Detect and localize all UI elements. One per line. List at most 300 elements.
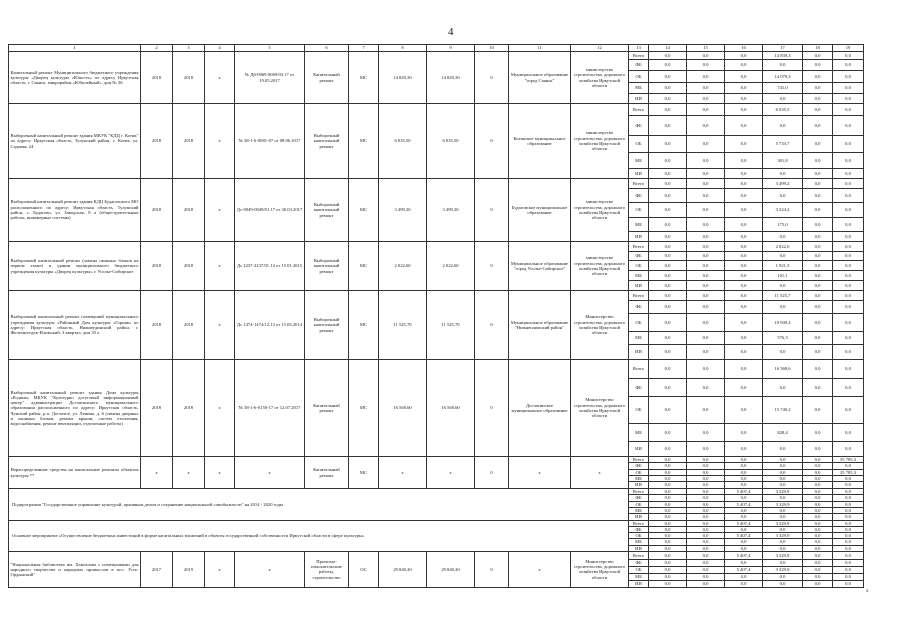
- amount-cell: 0,0: [803, 507, 833, 513]
- amount-cell: 0,0: [725, 526, 763, 532]
- fund-code: ОБ: [629, 314, 649, 332]
- fund-code: ФБ: [629, 379, 649, 397]
- capital-repair-table: [8, 44, 864, 588]
- amount-cell: 0,0: [649, 442, 687, 457]
- amount-cell: 0,0: [725, 314, 763, 332]
- amount-cell: 0,0: [649, 242, 687, 252]
- fund-code: МБ: [629, 573, 649, 580]
- main-event-title: Основное мероприятие «Осуществление бюджетных инвестиций в форме капитальных вложений в объекты государственной собственности Иркутской области в сфере культуры»: [9, 520, 629, 551]
- fund-code: Всего: [629, 489, 649, 495]
- remaining-cost: 29 840,20: [427, 551, 475, 587]
- amount-cell: 0,0: [687, 482, 725, 489]
- amount-cell: 0,0: [803, 218, 833, 232]
- amount-cell: 0,0: [649, 136, 687, 153]
- amount-cell: 0,0: [803, 169, 833, 179]
- amount-cell: 0,0: [649, 203, 687, 218]
- amount-cell: 0,0: [725, 271, 763, 281]
- amount-cell: 0,0: [833, 526, 864, 532]
- column-header-1: 1: [9, 45, 141, 52]
- amount-cell: 0,0: [687, 559, 725, 566]
- work-type: Капитальный ремонт: [305, 457, 349, 489]
- amount-cell: 0,0: [649, 463, 687, 469]
- column-10: 0: [475, 242, 509, 291]
- amount-cell: 0,0: [649, 116, 687, 136]
- column-header-17: 17: [763, 45, 803, 52]
- subprogram-title: Подпрограмма "Государственное управление культурой, архивным делом и сохранение национальной самобытности" на 2014 - 2020 годы: [9, 489, 629, 520]
- amount-cell: 0,0: [833, 475, 864, 481]
- amount-cell: 0,0: [725, 397, 763, 424]
- amount-cell: 0,0: [725, 545, 763, 551]
- object-name: "Национальная библиотека им. Хамгалова с помещениями для народного творчества и народных промыслов в пос. Усть-Ордынский": [9, 551, 141, 587]
- amount-cell: 0,0: [763, 559, 803, 566]
- amount-cell: 0,0: [803, 559, 833, 566]
- amount-cell: 0,0: [803, 271, 833, 281]
- amount-cell: 0,0: [803, 463, 833, 469]
- amount-cell: 0,0: [687, 475, 725, 481]
- amount-cell: 0,0: [803, 539, 833, 545]
- amount-cell: 0,0: [649, 514, 687, 520]
- amount-cell: 0,0: [763, 232, 803, 242]
- estimated-cost: 16 568,60: [379, 360, 427, 457]
- amount-cell: 0,0: [763, 475, 803, 481]
- amount-cell: 0,0: [803, 291, 833, 301]
- end-year: 2018: [173, 242, 205, 291]
- fund-row: [9, 551, 864, 559]
- amount-cell: 0,0: [687, 566, 725, 573]
- amount-cell: 0,0: [687, 261, 725, 271]
- amount-cell: 10 949,4: [763, 314, 803, 332]
- ministry: Министерство строительства, дорожного хозяйства Иркутской области: [571, 360, 629, 457]
- amount-cell: 0,0: [687, 116, 725, 136]
- amount-cell: 5 407,4: [725, 566, 763, 573]
- header-row: [9, 45, 864, 52]
- fund-code: ОБ: [629, 501, 649, 507]
- start-year: 2018: [141, 291, 173, 360]
- amount-cell: 0,0: [833, 252, 864, 261]
- amount-cell: 0,0: [833, 71, 864, 83]
- amount-cell: 0,0: [833, 514, 864, 520]
- document-ref: № 38-1-6-0081-07 от 08.06.2017: [235, 104, 305, 179]
- amount-cell: 0,0: [803, 573, 833, 580]
- amount-cell: 0,0: [725, 94, 763, 104]
- start-year: х: [141, 457, 173, 489]
- amount-cell: 0,0: [687, 71, 725, 83]
- object-name: Выборочный капитальный ремонт помещений муниципального учреждения культуры «Районный Дом культуры «Горняк» по адресу: Иркутская область, Нижнеудинский район, г. Железногорск-Илимский, 3 квартал, дом 35 а: [9, 291, 141, 360]
- amount-cell: 0,0: [833, 271, 864, 281]
- amount-cell: 0,0: [833, 104, 864, 116]
- column-header-19: 19: [833, 45, 864, 52]
- document-ref: Дс 1474-1474/12.13 от 15.05.2014: [235, 291, 305, 360]
- amount-cell: 0,0: [833, 424, 864, 442]
- amount-cell: 0,0: [725, 580, 763, 587]
- amount-cell: 5 407,4: [725, 551, 763, 559]
- amount-cell: 0,0: [649, 424, 687, 442]
- amount-cell: 0,0: [763, 189, 803, 203]
- fund-code: ИИ: [629, 482, 649, 489]
- amount-cell: 0,0: [649, 71, 687, 83]
- ministry: Министерство строительства, дорожного хозяйства Иркутской области: [571, 291, 629, 360]
- column-header-7: 7: [349, 45, 379, 52]
- work-type: Капитальный ремонт: [305, 360, 349, 457]
- amount-cell: 0,0: [725, 507, 763, 513]
- amount-cell: 0,0: [725, 218, 763, 232]
- amount-cell: 0,0: [833, 545, 864, 551]
- amount-cell: 3 329,9: [763, 533, 803, 539]
- amount-cell: 0,0: [833, 501, 864, 507]
- amount-cell: 0,0: [687, 573, 725, 580]
- amount-cell: 0,0: [687, 104, 725, 116]
- amount-cell: 0,0: [687, 301, 725, 314]
- amount-cell: 0,0: [803, 332, 833, 345]
- amount-cell: 0,0: [687, 179, 725, 189]
- object-name: Капитальный ремонт Муниципального бюджетного учреждения культуры «Дворец культуры «Юность» по адресу Иркутская область, г. Саянск, микрорайон «Юбилейный», дом № 36: [9, 52, 141, 104]
- amount-cell: 0,0: [687, 218, 725, 232]
- amount-cell: 0,0: [725, 301, 763, 314]
- recipient: Муниципальное образование "город Саянск": [509, 52, 571, 104]
- amount-cell: 0,0: [725, 189, 763, 203]
- amount-cell: 0,0: [649, 573, 687, 580]
- amount-cell: 3 329,9: [763, 551, 803, 559]
- fund-row: [9, 360, 864, 379]
- estimated-cost: 14 820,30: [379, 52, 427, 104]
- amount-cell: 0,0: [687, 232, 725, 242]
- fund-code: ОБ: [629, 261, 649, 271]
- amount-cell: 14 839,3: [763, 52, 803, 60]
- recipient: х: [509, 457, 571, 489]
- amount-cell: 0,0: [687, 539, 725, 545]
- amount-cell: 0,0: [649, 495, 687, 501]
- amount-cell: 0,0: [763, 469, 803, 475]
- end-year: 2018: [173, 104, 205, 179]
- ministry: министерство строительства, дорожного хозяйства Иркутской области: [571, 242, 629, 291]
- column-4: х: [205, 179, 235, 242]
- fund-code: ФБ: [629, 116, 649, 136]
- amount-cell: 0,0: [803, 526, 833, 532]
- recipient: Муниципальное образование "Нижнеилимский район": [509, 291, 571, 360]
- amount-cell: 0,0: [833, 520, 864, 526]
- fund-code: ИИ: [629, 514, 649, 520]
- ownership-form: МС: [349, 457, 379, 489]
- amount-cell: 0,0: [803, 360, 833, 379]
- amount-cell: 0,0: [649, 83, 687, 94]
- amount-cell: 0,0: [803, 261, 833, 271]
- amount-cell: 0,0: [763, 514, 803, 520]
- column-4: х: [205, 360, 235, 457]
- ownership-form: ОС: [349, 551, 379, 587]
- amount-cell: 0,0: [833, 314, 864, 332]
- column-header-5: 5: [235, 45, 305, 52]
- column-header-4: 4: [205, 45, 235, 52]
- amount-cell: 0,0: [649, 345, 687, 360]
- column-header-12: 12: [571, 45, 629, 52]
- amount-cell: 0,0: [649, 533, 687, 539]
- amount-cell: 15 740,2: [763, 397, 803, 424]
- fund-code: ИИ: [629, 94, 649, 104]
- amount-cell: 0,0: [687, 551, 725, 559]
- recipient: Муниципальное образование "город Усолье-Сибирское": [509, 242, 571, 291]
- column-header-15: 15: [687, 45, 725, 52]
- amount-cell: 0,0: [833, 261, 864, 271]
- amount-cell: 0,0: [833, 533, 864, 539]
- remaining-cost: 16 568,60: [427, 360, 475, 457]
- work-type: Капитальный ремонт: [305, 52, 349, 104]
- document-ref: № Д6-0069-0069/03.17 от 19.05.2017: [235, 52, 305, 104]
- amount-cell: 0,0: [687, 533, 725, 539]
- start-year: 2018: [141, 104, 173, 179]
- amount-cell: 0,0: [649, 475, 687, 481]
- estimated-cost: 11 525,70: [379, 291, 427, 360]
- amount-cell: 0,0: [803, 551, 833, 559]
- amount-cell: 0,0: [725, 345, 763, 360]
- amount-cell: 0,0: [803, 475, 833, 481]
- amount-cell: 0,0: [649, 360, 687, 379]
- column-header-2: 2: [141, 45, 173, 52]
- end-year: 2018: [173, 291, 205, 360]
- amount-cell: 0,0: [725, 514, 763, 520]
- fund-code: ОБ: [629, 397, 649, 424]
- start-year: 2018: [141, 242, 173, 291]
- amount-cell: 0,0: [833, 60, 864, 71]
- amount-cell: 0,0: [649, 94, 687, 104]
- amount-cell: 0,0: [687, 281, 725, 291]
- amount-cell: 0,0: [725, 469, 763, 475]
- ownership-form: МС: [349, 360, 379, 457]
- amount-cell: 0,0: [649, 261, 687, 271]
- column-header-6: 6: [305, 45, 349, 52]
- column-10: 0: [475, 104, 509, 179]
- amount-cell: 0,0: [803, 514, 833, 520]
- amount-cell: 0,0: [725, 379, 763, 397]
- fund-code: ИИ: [629, 232, 649, 242]
- amount-cell: 1 921,5: [763, 261, 803, 271]
- ministry: х: [571, 457, 629, 489]
- remaining-cost: х: [427, 457, 475, 489]
- fund-code: ОБ: [629, 533, 649, 539]
- amount-cell: 16 568,6: [763, 360, 803, 379]
- amount-cell: 0,0: [803, 533, 833, 539]
- amount-cell: 0,0: [649, 271, 687, 281]
- amount-cell: 0,0: [803, 489, 833, 495]
- amount-cell: 0,0: [803, 482, 833, 489]
- amount-cell: 0,0: [803, 116, 833, 136]
- amount-cell: 0,0: [763, 539, 803, 545]
- amount-cell: 3 324,2: [763, 203, 803, 218]
- amount-cell: 0,0: [725, 332, 763, 345]
- amount-cell: 0,0: [725, 559, 763, 566]
- amount-cell: 0,0: [763, 252, 803, 261]
- fund-code: ИИ: [629, 345, 649, 360]
- amount-cell: 3 329,9: [763, 489, 803, 495]
- start-year: 2018: [141, 52, 173, 104]
- amount-cell: 0,0: [833, 489, 864, 495]
- amount-cell: 0,0: [833, 232, 864, 242]
- amount-cell: 0,0: [833, 153, 864, 169]
- fund-code: ОБ: [629, 136, 649, 153]
- amount-cell: 0,0: [763, 301, 803, 314]
- amount-cell: 0,0: [763, 169, 803, 179]
- amount-cell: 0,0: [725, 573, 763, 580]
- fund-code: ФБ: [629, 526, 649, 532]
- fund-code: МБ: [629, 218, 649, 232]
- estimated-cost: 6 035,50: [379, 104, 427, 179]
- amount-cell: 0,0: [803, 242, 833, 252]
- amount-cell: 0,0: [763, 94, 803, 104]
- estimated-cost: 2 022,60: [379, 242, 427, 291]
- ownership-form: МС: [349, 52, 379, 104]
- amount-cell: 0,0: [833, 566, 864, 573]
- amount-cell: 0,0: [803, 379, 833, 397]
- amount-cell: 0,0: [649, 507, 687, 513]
- amount-cell: 0,0: [649, 332, 687, 345]
- amount-cell: 0,0: [725, 116, 763, 136]
- amount-cell: 0,0: [725, 475, 763, 481]
- fund-code: ИИ: [629, 442, 649, 457]
- column-4: х: [205, 52, 235, 104]
- amount-cell: 0,0: [833, 442, 864, 457]
- amount-cell: 0,0: [687, 242, 725, 252]
- fund-code: ОБ: [629, 566, 649, 573]
- amount-cell: 0,0: [803, 153, 833, 169]
- amount-cell: 0,0: [687, 271, 725, 281]
- remaining-cost: 3 499,20: [427, 179, 475, 242]
- amount-cell: 0,0: [649, 457, 687, 463]
- column-header-13: 13: [629, 45, 649, 52]
- fund-code: Всего: [629, 457, 649, 463]
- amount-cell: 5 733,7: [763, 136, 803, 153]
- end-year: 2018: [173, 360, 205, 457]
- amount-cell: 0,0: [833, 559, 864, 566]
- amount-cell: 0,0: [687, 397, 725, 424]
- amount-cell: 5 407,4: [725, 533, 763, 539]
- amount-cell: 0,0: [763, 281, 803, 291]
- amount-cell: 0,0: [649, 580, 687, 587]
- object-name: Выборочный капитальный ремонт здания КДЦ Будаговского МО расположенного по адресу: Иркутская область, Тулунский район, с. Будагово, ул. Заводская, 8 а (общестроительные работы, инженерные системы): [9, 179, 141, 242]
- column-10: 0: [475, 360, 509, 457]
- amount-cell: 0,0: [803, 397, 833, 424]
- amount-cell: 3 329,9: [763, 501, 803, 507]
- amount-cell: 0,0: [649, 489, 687, 495]
- amount-cell: 0,0: [649, 179, 687, 189]
- object-name: Выборочный капитальный ремонт здания МКУК "КДЦ г. Котик" по адресу: Иркутская область, Тулунский район, с. Котик, ул. Садовая, 24: [9, 104, 141, 179]
- amount-cell: 0,0: [763, 580, 803, 587]
- ownership-form: МС: [349, 104, 379, 179]
- document-ref: Дс-0049-0049/01.17 от 30.03.2017: [235, 179, 305, 242]
- amount-cell: 0,0: [803, 252, 833, 261]
- fund-code: МБ: [629, 332, 649, 345]
- amount-cell: 0,0: [649, 169, 687, 179]
- fund-code: ИИ: [629, 281, 649, 291]
- column-header-8: 8: [379, 45, 427, 52]
- fund-code: МБ: [629, 83, 649, 94]
- amount-cell: 0,0: [725, 203, 763, 218]
- amount-cell: 0,0: [687, 52, 725, 60]
- amount-cell: 0,0: [803, 501, 833, 507]
- amount-cell: 0,0: [725, 83, 763, 94]
- amount-cell: 0,0: [649, 545, 687, 551]
- amount-cell: 0,0: [649, 469, 687, 475]
- amount-cell: 0,0: [833, 218, 864, 232]
- column-10: 0: [475, 551, 509, 587]
- amount-cell: 3 329,9: [763, 520, 803, 526]
- amount-cell: 0,0: [803, 545, 833, 551]
- remaining-cost: 2 022,60: [427, 242, 475, 291]
- work-type: Проектно-изыскательские работы, строительство: [305, 551, 349, 587]
- amount-cell: 0,0: [833, 507, 864, 513]
- amount-cell: 0,0: [833, 281, 864, 291]
- fund-code: ФБ: [629, 189, 649, 203]
- ownership-form: МС: [349, 242, 379, 291]
- work-type: Выборочный капитальный ремонт: [305, 104, 349, 179]
- object-name: Выборочный капитальный ремонт здания Дома культуры «Родина» МКУК "Культурно досуговый информационный центр" администрации Досчатинского муниципального образования расположенного по адресу: Иркутская область, Чунский район, р.п. Досчатое, ул. Ленина, д. 6 (замена дверных и оконных блоков, ремонт крыши, систем отопления, водоснабжения, ремонт вентиляции, отделочные работы): [9, 360, 141, 457]
- amount-cell: 0,0: [833, 463, 864, 469]
- amount-cell: 0,0: [687, 424, 725, 442]
- fund-code: ФБ: [629, 559, 649, 566]
- column-10: 0: [475, 52, 509, 104]
- column-4: х: [205, 551, 235, 587]
- amount-cell: 0,0: [687, 489, 725, 495]
- amount-cell: 0,0: [649, 291, 687, 301]
- fund-code: Всего: [629, 520, 649, 526]
- amount-cell: 5 407,4: [725, 520, 763, 526]
- amount-cell: 0,0: [687, 83, 725, 94]
- amount-cell: 0,0: [649, 501, 687, 507]
- amount-cell: 0,0: [687, 314, 725, 332]
- amount-cell: 0,0: [833, 94, 864, 104]
- amount-cell: 0,0: [725, 232, 763, 242]
- recipient: Досчатинское муниципальное образование: [509, 360, 571, 457]
- amount-cell: 0,0: [725, 153, 763, 169]
- amount-cell: 0,0: [649, 218, 687, 232]
- amount-cell: 0,0: [763, 463, 803, 469]
- amount-cell: 0,0: [687, 332, 725, 345]
- amount-cell: 0,0: [649, 539, 687, 545]
- amount-cell: 0,0: [803, 104, 833, 116]
- ministry: министерство строительства, дорожного хозяйства Иркутской области: [571, 179, 629, 242]
- remaining-cost: 6 035,50: [427, 104, 475, 179]
- amount-cell: 35 785,3: [833, 457, 864, 463]
- amount-cell: 0,0: [649, 104, 687, 116]
- fund-code: МБ: [629, 271, 649, 281]
- amount-cell: 0,0: [725, 60, 763, 71]
- amount-cell: 0,0: [649, 520, 687, 526]
- amount-cell: 0,0: [649, 252, 687, 261]
- amount-cell: 0,0: [833, 573, 864, 580]
- fund-code: ОБ: [629, 203, 649, 218]
- column-header-10: 10: [475, 45, 509, 52]
- amount-cell: 0,0: [803, 281, 833, 291]
- amount-cell: 0,0: [725, 136, 763, 153]
- estimated-cost: 29 840,20: [379, 551, 427, 587]
- fund-code: Всего: [629, 52, 649, 60]
- object-name: Выборочный капитальный ремонт (замена оконных блоков на первом этаже) в здании муниципального бюджетного учреждения культуры «Дворец культуры» г. Усолье-Сибирское: [9, 242, 141, 291]
- amount-cell: 0,0: [833, 242, 864, 252]
- estimated-cost: 3 499,20: [379, 179, 427, 242]
- amount-cell: 576,3: [763, 332, 803, 345]
- document-ref: х: [235, 551, 305, 587]
- amount-cell: 0,0: [687, 252, 725, 261]
- amount-cell: 0,0: [803, 71, 833, 83]
- amount-cell: 0,0: [725, 52, 763, 60]
- amount-cell: 0,0: [687, 495, 725, 501]
- end-year: 2019: [173, 551, 205, 587]
- amount-cell: 0,0: [687, 457, 725, 463]
- amount-cell: 0,0: [833, 360, 864, 379]
- amount-cell: 0,0: [687, 526, 725, 532]
- amount-cell: 0,0: [649, 281, 687, 291]
- fund-code: Всего: [629, 360, 649, 379]
- document-ref: № 38-1-6-0150-17 от 12.07.2017: [235, 360, 305, 457]
- amount-cell: 0,0: [803, 94, 833, 104]
